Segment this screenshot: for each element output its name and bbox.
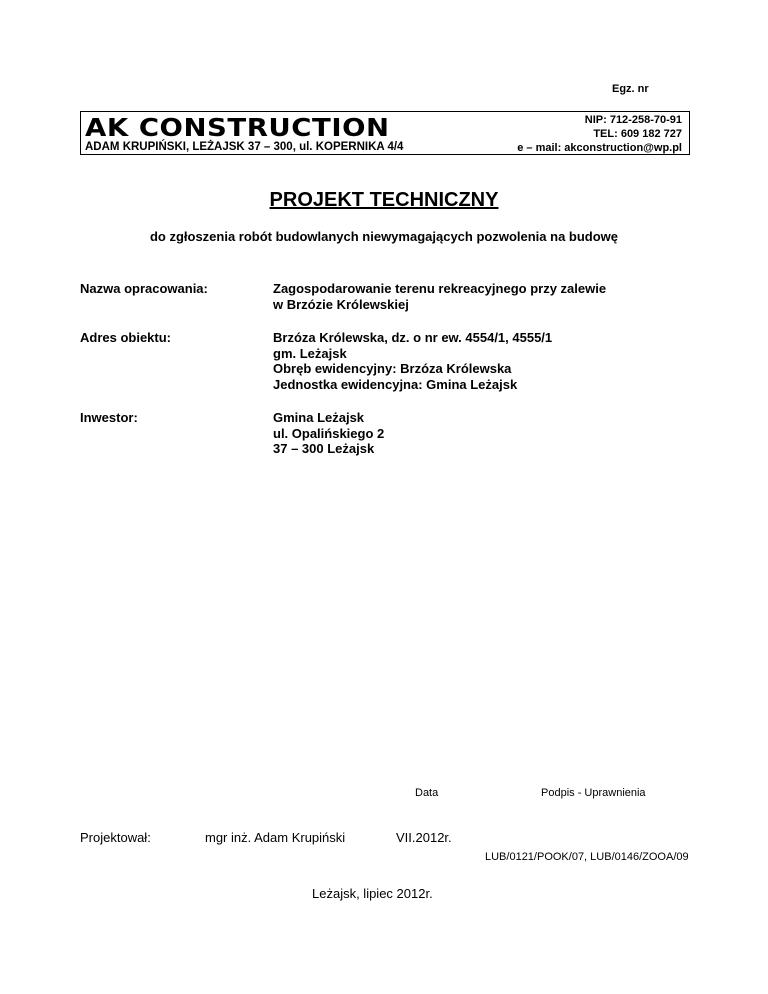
company-nip: NIP: 712-258-70-91 [584, 114, 682, 126]
field-label-project-name: Nazwa opracowania: [80, 281, 208, 296]
value-line: Obręb ewidencyjny: Brzóza Królewska [273, 361, 512, 376]
value-line: w Brzózie Królewskiej [273, 296, 409, 312]
date-heading: Data [415, 787, 439, 799]
value-line: ul. Opalińskiego 2 [273, 425, 385, 441]
field-value-project-name [273, 281, 606, 312]
company-email: e – mail: akconstruction@wp.pl [517, 142, 682, 154]
field-label-address: Adres obiektu: [80, 330, 172, 345]
company-address: ADAM KRUPIŃSKI, LEŻAJSK 37 – 300, ul. KOPERNIKA 4/4 [85, 141, 404, 153]
value-line: Jednostka ewidencyjna: Gmina Leżajsk [273, 376, 518, 392]
field-label-investor: Inwestor: [80, 410, 138, 425]
document-subtitle: do zgłoszenia robót budowlanych niewymagających pozwolenia na budowę [149, 229, 619, 244]
company-phone: TEL: 609 182 727 [593, 128, 682, 140]
designer-role: Projektował: [80, 830, 151, 845]
value-line: Gmina Leżajsk [273, 410, 365, 425]
document-title: PROJEKT TECHNICZNY [269, 189, 499, 211]
field-value-address [273, 330, 552, 392]
license-numbers: LUB/0121/POOK/07, LUB/0146/ZOOA/09 [485, 851, 689, 863]
signature-heading: Podpis - Uprawnienia [541, 787, 646, 799]
company-contact [517, 113, 682, 155]
value-line: Zagospodarowanie terenu rekreacyjnego przy zalewie [273, 281, 607, 296]
designer-name: mgr inż. Adam Krupiński [205, 830, 346, 845]
field-value-investor [273, 410, 384, 457]
value-line: 37 – 300 Leżajsk [273, 441, 375, 456]
value-line: gm. Leżajsk [273, 345, 347, 361]
value-line: Brzóza Królewska, dz. o nr ew. 4554/1, 4555/1 [273, 330, 553, 345]
design-date: VII.2012r. [396, 830, 452, 845]
place-and-date: Leżajsk, lipiec 2012r. [312, 886, 433, 901]
copy-number-label: Egz. nr [612, 83, 649, 95]
company-name: AK CONSTRUCTION [85, 113, 390, 142]
